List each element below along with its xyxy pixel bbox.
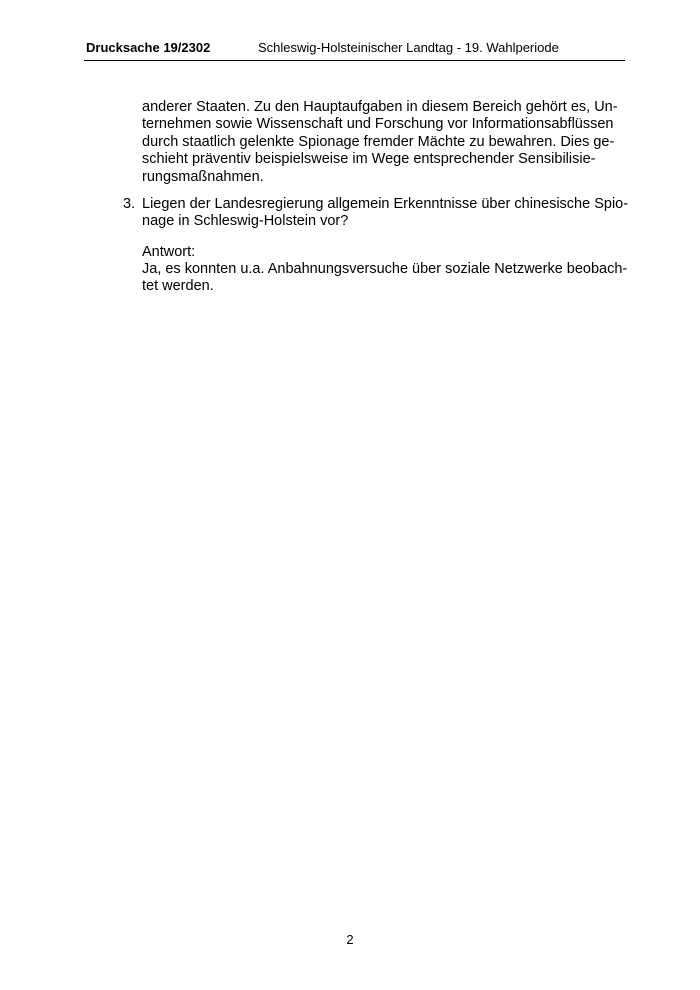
paragraph-line: durch staatlich gelenkte Spionage fremder Mächte zu bewahren. Dies ge- (142, 133, 615, 150)
question-line: nage in Schleswig-Holstein vor? (142, 213, 349, 230)
question-number: 3. (123, 196, 136, 212)
paragraph-line: rungsmaßnahmen. (142, 168, 264, 185)
paragraph-line: anderer Staaten. Zu den Hauptaufgaben in diesem Bereich gehört es, Un- (142, 99, 618, 115)
answer-label-text: Antwort: (142, 244, 196, 260)
continued-paragraph (142, 99, 618, 186)
answer-label (142, 244, 618, 261)
paragraph-line: schieht präventiv beispielsweise im Wege entsprechender Sensibilisie- (142, 151, 596, 168)
paragraph-line: ternehmen sowie Wissenschaft und Forschung vor Informationsabflüssen (142, 116, 614, 133)
question-text (142, 196, 629, 231)
answer-text (142, 261, 628, 296)
document-number: Drucksache 19/2302 (86, 40, 211, 55)
page-number: 2 (346, 932, 354, 947)
page-header (84, 38, 625, 61)
parliament-title: Schleswig-Holsteinischer Landtag - 19. Wahlperiode (258, 40, 559, 55)
answer-line: Ja, es konnten u.a. Anbahnungsversuche über soziale Netzwerke beobach- (142, 261, 628, 277)
answer-line: tet werden. (142, 278, 214, 295)
question-line: Liegen der Landesregierung allgemein Erkenntnisse über chinesische Spio- (142, 196, 629, 212)
